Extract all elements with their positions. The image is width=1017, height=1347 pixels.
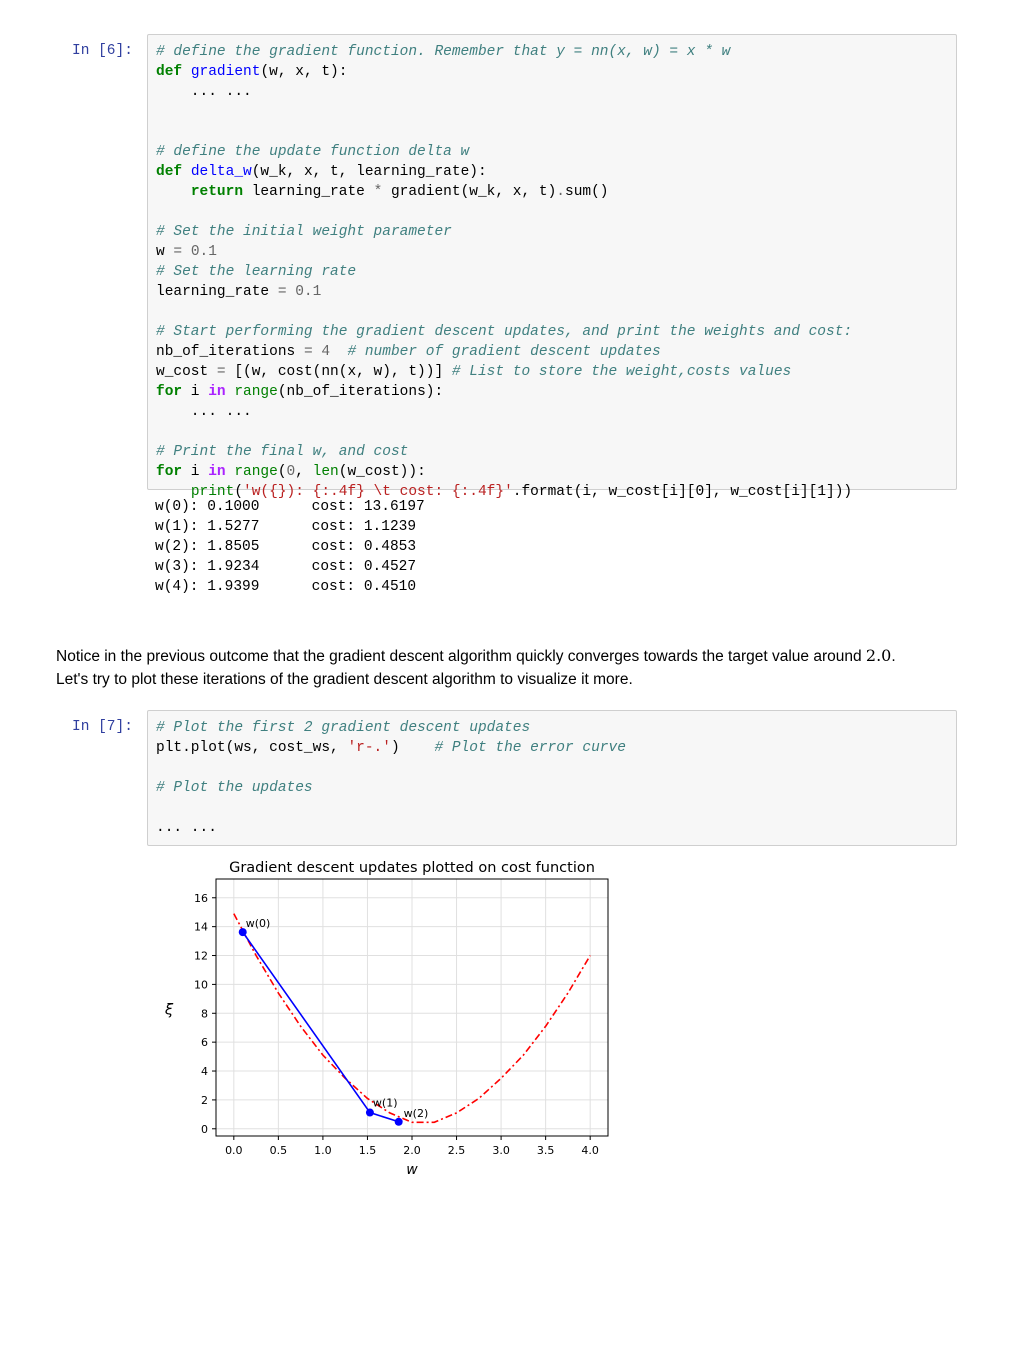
code-token: [(w, cost(nn(x, w), t))] bbox=[225, 364, 452, 380]
code-token: for bbox=[156, 464, 183, 480]
code-token: # number of gradient descent updates bbox=[347, 344, 661, 360]
code-token: nb_of_iterations bbox=[156, 344, 304, 360]
code-line bbox=[156, 738, 626, 758]
code-token: 'r-.' bbox=[347, 740, 391, 756]
output-line: w(2): 1.8505 cost: 0.4853 bbox=[155, 539, 417, 555]
markdown-line-1 bbox=[56, 644, 976, 668]
cost-function-plot bbox=[150, 852, 620, 1192]
code-token: # Start performing the gradient descent updates, and print the weights and cost: bbox=[156, 324, 853, 340]
code-line bbox=[156, 302, 852, 322]
output-line: w(0): 0.1000 cost: 13.6197 bbox=[155, 499, 425, 515]
code-token bbox=[182, 164, 191, 180]
code-token: ( bbox=[277, 464, 287, 480]
code-token bbox=[182, 244, 191, 260]
y-tick-label: 12 bbox=[194, 949, 208, 963]
code-token: range bbox=[234, 464, 278, 480]
code-line bbox=[156, 262, 852, 282]
code-token bbox=[156, 184, 191, 200]
code-token: len bbox=[312, 464, 339, 480]
code-line bbox=[156, 222, 852, 242]
x-tick-label: 2.5 bbox=[447, 1144, 466, 1157]
code-line bbox=[156, 282, 852, 302]
code-line bbox=[156, 818, 626, 838]
code-token: # Plot the error curve bbox=[434, 740, 626, 756]
output-line: w(3): 1.9234 cost: 0.4527 bbox=[155, 559, 417, 575]
markdown-text-1: Notice in the previous outcome that the gradient descent algorithm quickly converges towards the target value around bbox=[56, 648, 866, 665]
code-line bbox=[156, 462, 852, 482]
code-token: for bbox=[156, 384, 183, 400]
code-token: = bbox=[216, 364, 226, 380]
code-token: print bbox=[190, 484, 235, 500]
code-token bbox=[182, 64, 191, 80]
code-line bbox=[156, 342, 852, 362]
code-line bbox=[156, 798, 626, 818]
code-line bbox=[156, 422, 852, 442]
code-token: in bbox=[208, 464, 226, 480]
code-token: 0.1 bbox=[295, 284, 322, 300]
x-tick-label: 0.5 bbox=[269, 1144, 288, 1157]
code-cell-6[interactable] bbox=[147, 34, 957, 500]
code-line bbox=[156, 182, 852, 202]
update-point-label: w(2) bbox=[403, 1106, 429, 1120]
code-token: format(i, w_cost[i][0], w_cost[i][1])) bbox=[521, 484, 853, 500]
code-token: ... ... bbox=[156, 404, 252, 420]
code-token: w bbox=[156, 244, 174, 260]
code-token: i bbox=[182, 464, 209, 480]
code-token: def bbox=[156, 64, 183, 80]
code-token bbox=[287, 284, 296, 300]
code-token: 0 bbox=[286, 464, 296, 480]
code-token: learning_rate bbox=[243, 184, 374, 200]
code-line bbox=[156, 758, 626, 778]
code-line bbox=[156, 322, 852, 342]
code-cell-7-source[interactable] bbox=[156, 718, 626, 838]
y-tick-label: 2 bbox=[201, 1093, 208, 1107]
code-line bbox=[156, 162, 852, 182]
code-token: , bbox=[295, 464, 313, 480]
code-token: (w_cost)): bbox=[338, 464, 426, 480]
code-token: i bbox=[182, 384, 209, 400]
x-tick-label: 1.5 bbox=[358, 1144, 377, 1157]
code-line bbox=[156, 142, 852, 162]
x-tick-label: 0.0 bbox=[225, 1144, 243, 1157]
target-value: 2.0 bbox=[865, 646, 892, 665]
code-line bbox=[156, 242, 852, 262]
code-token: ... ... bbox=[156, 84, 252, 100]
x-tick-label: 3.5 bbox=[536, 1144, 555, 1157]
y-tick-label: 4 bbox=[201, 1065, 208, 1079]
code-line bbox=[156, 442, 852, 462]
y-tick-label: 0 bbox=[201, 1122, 208, 1136]
code-token: # Set the initial weight parameter bbox=[156, 224, 452, 240]
markdown-cell bbox=[56, 644, 976, 691]
code-token: . bbox=[512, 484, 522, 500]
code-cell-7[interactable] bbox=[147, 710, 957, 846]
output-line: w(4): 1.9399 cost: 0.4510 bbox=[155, 579, 417, 595]
code-token: ( bbox=[234, 484, 244, 500]
code-token: 0.1 bbox=[190, 244, 217, 260]
code-token: = bbox=[277, 284, 287, 300]
code-line bbox=[156, 382, 852, 402]
code-token: (w, x, t): bbox=[260, 64, 348, 80]
code-token: . bbox=[556, 184, 565, 200]
x-tick-label: 2.0 bbox=[403, 1144, 421, 1157]
code-token: # define the gradient function. Remember that y = nn(x, w) = x * w bbox=[156, 44, 731, 60]
code-token: in bbox=[208, 384, 226, 400]
x-tick-label: 4.0 bbox=[581, 1144, 599, 1157]
code-token: # Print the final w, and cost bbox=[156, 444, 409, 460]
code-token: learning_rate bbox=[156, 284, 278, 300]
code-token: delta_w bbox=[190, 164, 252, 180]
code-token: 'w({}): {:.4f} \t cost: {:.4f}' bbox=[243, 484, 513, 500]
code-token: plt.plot(ws, cost_ws, bbox=[156, 740, 348, 756]
update-point bbox=[395, 1118, 403, 1126]
output-line: w(1): 1.5277 cost: 1.1239 bbox=[155, 519, 417, 535]
code-token: return bbox=[190, 184, 244, 200]
code-cell-6-source[interactable] bbox=[156, 42, 852, 502]
x-tick-label: 1.0 bbox=[314, 1144, 332, 1157]
code-token: 4 bbox=[321, 344, 331, 360]
y-tick-label: 10 bbox=[194, 978, 208, 992]
code-token: w_cost bbox=[156, 364, 217, 380]
code-token: # List to store the weight,costs values bbox=[451, 364, 792, 380]
code-line bbox=[156, 362, 852, 382]
code-token: sum() bbox=[565, 184, 609, 200]
chart-title: Gradient descent updates plotted on cost function bbox=[229, 860, 595, 876]
code-token: ... ... bbox=[156, 820, 217, 836]
code-line bbox=[156, 62, 852, 82]
code-token: # Set the learning rate bbox=[156, 264, 357, 280]
code-line bbox=[156, 122, 852, 142]
code-token: (nb_of_iterations): bbox=[277, 384, 444, 400]
cell-6-prompt: In [6]: bbox=[72, 43, 133, 59]
code-token: def bbox=[156, 164, 183, 180]
code-token: ) bbox=[390, 740, 435, 756]
cell-7-prompt: In [7]: bbox=[72, 719, 133, 735]
code-token: # Plot the updates bbox=[156, 780, 313, 796]
y-tick-label: 14 bbox=[194, 920, 208, 934]
code-token: range bbox=[234, 384, 278, 400]
code-line bbox=[156, 202, 852, 222]
code-line bbox=[156, 82, 852, 102]
code-line bbox=[156, 402, 852, 422]
markdown-period: . bbox=[891, 648, 896, 665]
code-line bbox=[156, 718, 626, 738]
update-point-label: w(0) bbox=[245, 917, 271, 931]
code-line bbox=[156, 42, 852, 62]
code-token: # Plot the first 2 gradient descent updates bbox=[156, 720, 531, 736]
code-token: gradient bbox=[190, 64, 261, 80]
update-point-label: w(1) bbox=[372, 1096, 398, 1110]
code-line bbox=[156, 102, 852, 122]
code-token bbox=[330, 344, 347, 360]
code-line bbox=[156, 778, 626, 798]
update-point bbox=[366, 1109, 374, 1117]
code-token: (w_k, x, t, learning_rate): bbox=[251, 164, 487, 180]
code-token: = bbox=[303, 344, 313, 360]
y-tick-label: 8 bbox=[201, 1007, 208, 1021]
markdown-line-2: Let's try to plot these iterations of the gradient descent algorithm to visualize it more. bbox=[56, 671, 633, 688]
code-token: * bbox=[373, 184, 383, 200]
x-axis-label: w bbox=[406, 1162, 418, 1178]
y-tick-label: 16 bbox=[194, 891, 208, 905]
code-token: gradient(w_k, x, t) bbox=[382, 184, 557, 200]
code-token: # define the update function delta w bbox=[156, 144, 470, 160]
x-tick-label: 3.0 bbox=[492, 1144, 510, 1157]
y-tick-label: 6 bbox=[201, 1036, 208, 1050]
cell-6-output bbox=[155, 497, 425, 597]
y-axis-label: ξ bbox=[164, 1000, 174, 1019]
code-token: = bbox=[173, 244, 183, 260]
